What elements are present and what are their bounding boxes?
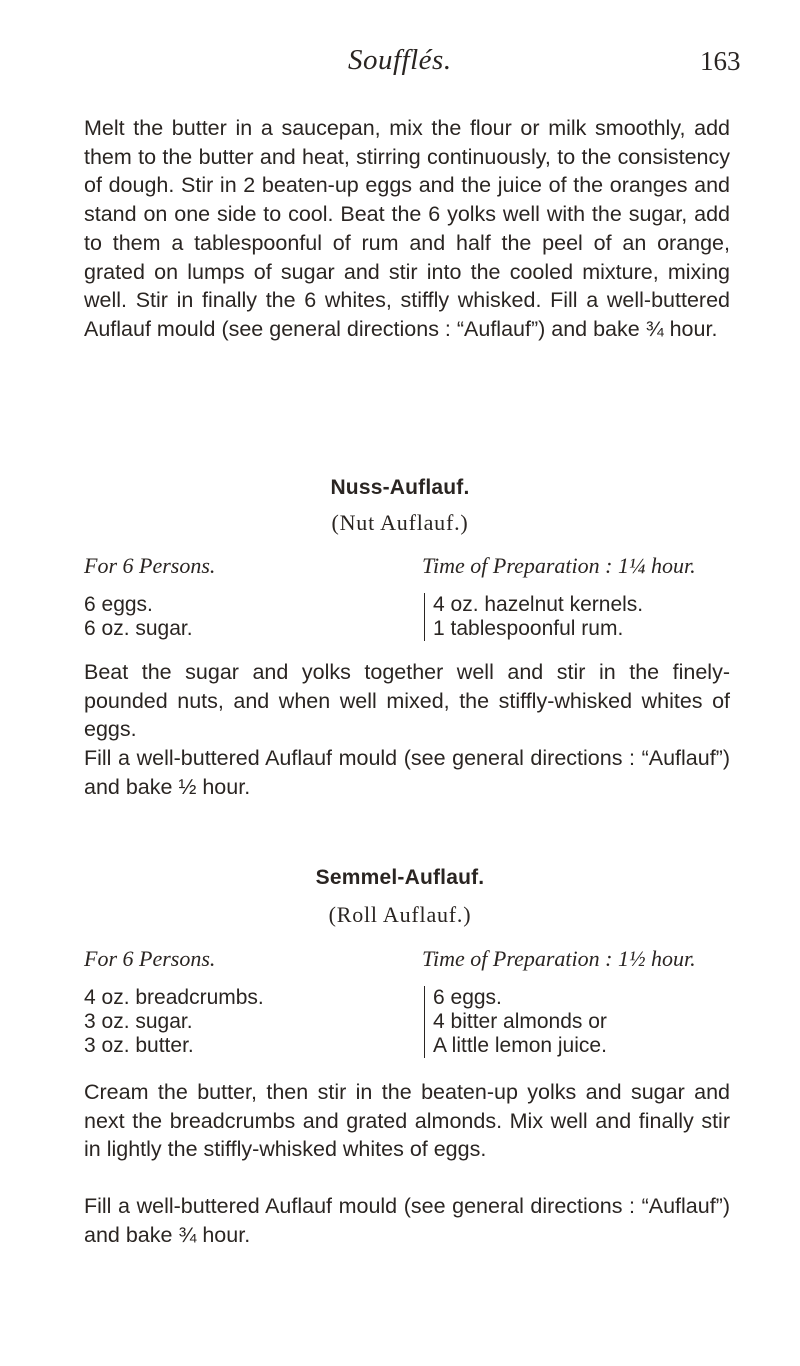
ingredient-column-left [84,986,264,1058]
ingredient-item: 3 oz. sugar. [84,1010,193,1033]
method-paragraph: Beat the sugar and yolks together well and stir in the finely-pounded nuts, and when well mixed, the stiffly-whisked whites of eggs. [84,660,730,742]
ingredient-item: 6 oz. sugar. [84,617,193,640]
ingredient-item: 4 oz. hazelnut kernels. [433,593,644,616]
ingredient-item: 3 oz. butter. [84,1034,194,1057]
ingredient-item: 4 bitter almonds or [433,1010,607,1033]
servings-label: For 6 Persons. [84,946,216,971]
ingredient-item: 4 oz. breadcrumbs. [84,986,264,1009]
servings-label: For 6 Persons. [84,553,216,578]
ingredient-item: 6 eggs. [433,986,502,1009]
ingredient-item: A little lemon juice. [433,1034,607,1057]
preparation-time: Time of Preparation : 1¼ hour. [422,553,696,578]
method-paragraph: Fill a well-buttered Auflauf mould (see general directions : “Auflauf”) and bake ¾ hour. [84,1194,730,1247]
recipe-title: Nuss-Auflauf. [330,476,470,499]
ingredient-item: 6 eggs. [84,593,153,616]
running-head [0,44,800,84]
ingredient-column-right [424,593,643,641]
preparation-time: Time of Preparation : 1½ hour. [422,946,696,971]
method-paragraph: Fill a well-buttered Auflauf mould (see general directions : “Auflauf”) and bake ½ hour. [84,746,730,799]
running-title: Soufflés. [348,44,452,76]
page-number: 163 [700,46,741,76]
recipe-subtitle: (Roll Auflauf.) [328,902,472,927]
recipe-subtitle: (Nut Auflauf.) [331,510,469,535]
intro-paragraph: Melt the butter in a saucepan, mix the flour or milk smoothly, add them to the butter and heat, stirring continuously, to the consistency of dough. Stir in 2 beaten-up eggs and the juice of the oranges and stand on one side to cool. Beat the 6 yolks well with the sugar, add to them a tablespoonful of rum and half the peel of an orange, grated on lumps of sugar and stir into the cooled mixture, mixing well. Stir in finally the 6 whites, stiffly whisked. Fill a well-buttered Auflauf mould (see general directions : “Auflauf”) and bake ¾ hour. [84,116,730,341]
method-paragraph: Cream the butter, then stir in the beaten-up yolks and sugar and next the breadcrumbs and grated almonds. Mix well and finally stir in lightly the stiffly-whisked whites of eggs. [84,1080,730,1162]
ingredient-column-right [424,986,607,1058]
ingredient-column-left [84,593,193,641]
ingredient-item: 1 tablespoonful rum. [433,617,624,640]
recipe-title: Semmel-Auflauf. [315,866,485,889]
